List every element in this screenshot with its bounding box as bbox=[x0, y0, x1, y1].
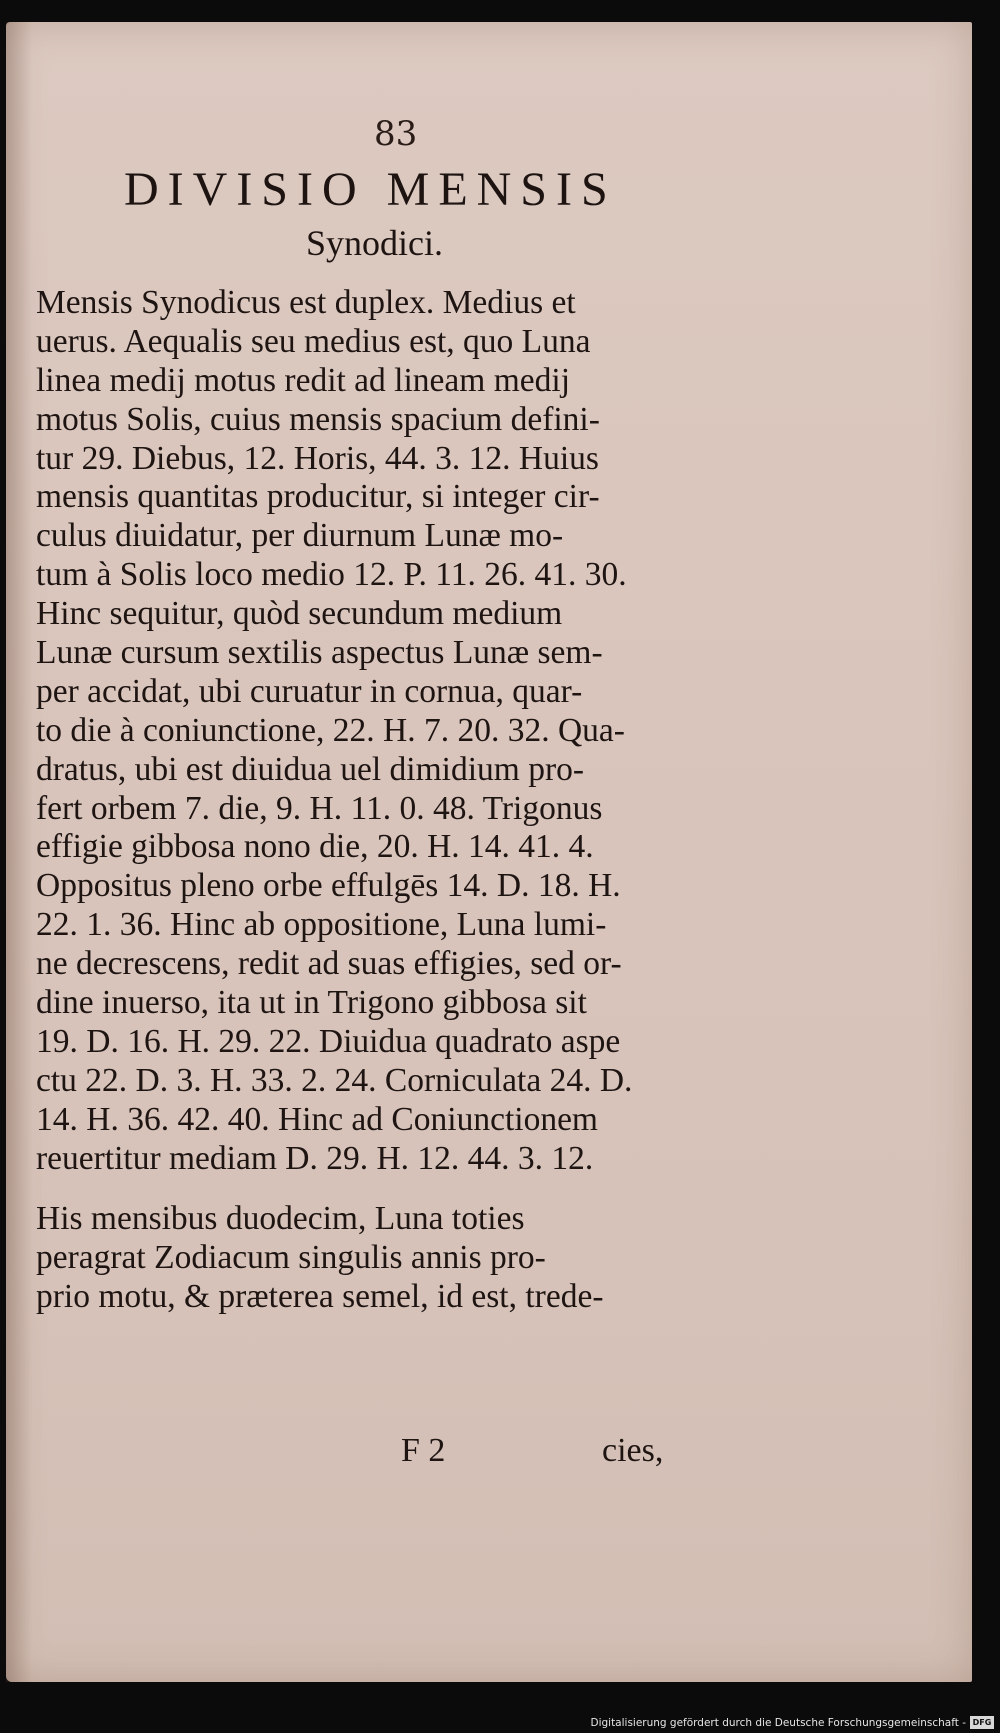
text-line: 19. D. 16. H. 29. 22. Diuidua quadrato aspe bbox=[36, 1022, 621, 1060]
book-page bbox=[6, 22, 972, 1682]
text-line: 22. 1. 36. Hinc ab oppositione, Luna lumi- bbox=[36, 906, 607, 944]
text-line: His mensibus duodecim, Luna toties bbox=[36, 1200, 525, 1238]
text-line: fert orbem 7. die, 9. H. 11. 0. 48. Trigonus bbox=[36, 789, 603, 827]
body-text bbox=[36, 284, 716, 1317]
text-line: per accidat, ubi curuatur in cornua, quar- bbox=[36, 672, 583, 710]
text-line: reuertitur mediam D. 29. H. 12. 44. 3. 12. bbox=[36, 1139, 594, 1177]
text-line: culus diuidatur, per diurnum Lunæ mo- bbox=[36, 517, 564, 555]
page-subtitle: Synodici. bbox=[306, 223, 444, 263]
page-number: 83 bbox=[374, 114, 418, 154]
text-line: tum à Solis loco medio 12. P. 11. 26. 41. 30. bbox=[36, 556, 627, 594]
text-line: ctu 22. D. 3. H. 33. 2. 24. Corniculata 24. D. bbox=[36, 1061, 633, 1099]
page-title: DIVISIO MENSIS bbox=[124, 163, 617, 216]
text-line: effigie gibbosa nono die, 20. H. 14. 41. 4. bbox=[36, 828, 594, 866]
dfg-logo-icon: DFG bbox=[970, 1716, 994, 1729]
text-line: Lunæ cursum sextilis aspectus Lunæ sem- bbox=[36, 634, 603, 672]
text-line: Oppositus pleno orbe effulgēs 14. D. 18. H. bbox=[36, 867, 621, 905]
text-line: peragrat Zodiacum singulis annis pro- bbox=[36, 1239, 546, 1277]
page-foot-line bbox=[6, 1432, 972, 1472]
text-line: ne decrescens, redit ad suas effigies, sed or- bbox=[36, 945, 622, 983]
text-line: mensis quantitas producitur, si integer cir- bbox=[36, 478, 600, 516]
paragraph-1 bbox=[36, 284, 716, 1178]
paragraph-2 bbox=[36, 1200, 716, 1317]
text-line: Hinc sequitur, quòd secundum medium bbox=[36, 595, 563, 633]
text-line: 14. H. 36. 42. 40. Hinc ad Coniunctionem bbox=[36, 1100, 598, 1138]
text-line: dine inuerso, ita ut in Trigono gibbosa sit bbox=[36, 984, 587, 1022]
funding-credit: Digitalisierung gefördert durch die Deutsche Forschungsgemeinschaft - bbox=[590, 1717, 966, 1729]
text-line: uerus. Aequalis seu medius est, quo Luna bbox=[36, 322, 591, 360]
text-line: Mensis Synodicus est duplex. Medius et bbox=[36, 284, 576, 321]
digitization-footer bbox=[0, 1711, 1000, 1733]
text-line: prio motu, & præterea semel, id est, trede- bbox=[36, 1278, 604, 1316]
catchword: cies, bbox=[602, 1432, 664, 1469]
text-line: tur 29. Diebus, 12. Horis, 44. 3. 12. Huius bbox=[36, 439, 599, 477]
text-line: dratus, ubi est diuidua uel dimidium pro- bbox=[36, 750, 585, 788]
text-line: linea medij motus redit ad lineam medij bbox=[36, 361, 571, 399]
text-line: motus Solis, cuius mensis spacium defini- bbox=[36, 400, 600, 438]
signature-mark: F 2 bbox=[401, 1432, 446, 1469]
text-line: to die à coniunctione, 22. H. 7. 20. 32. Qua- bbox=[36, 711, 625, 749]
